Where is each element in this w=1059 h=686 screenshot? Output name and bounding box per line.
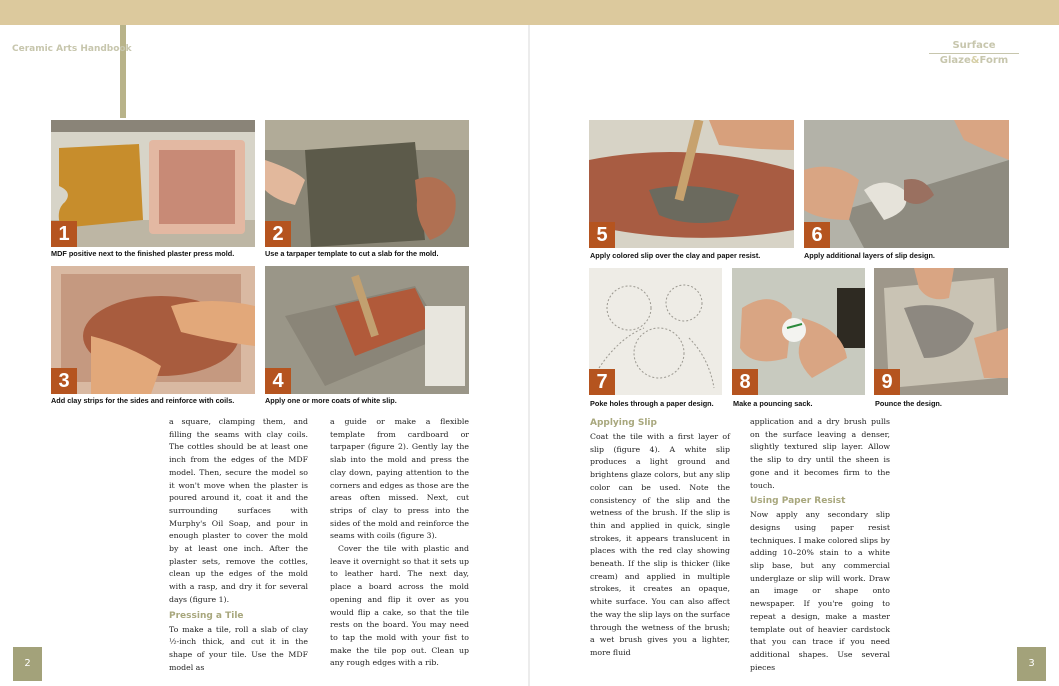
figure-1-number: 1 <box>51 221 77 247</box>
figure-1-caption: MDF positive next to the finished plaster press mold. <box>51 249 235 258</box>
figure-4-caption: Apply one or more coats of white slip. <box>265 396 397 405</box>
figure-7-caption: Poke holes through a paper design. <box>590 399 714 408</box>
figure-5-photo <box>589 120 794 248</box>
figure-6-photo <box>804 120 1009 248</box>
figure-9-number: 9 <box>874 369 900 395</box>
running-title-right-line1: Surface <box>929 39 1019 54</box>
left-spine-bar <box>120 25 126 118</box>
column-2-paragraph-2: Cover the tile with plastic and leave it overnight so that it sets up to leather hard. The next day, place a board across the mold opening and flip it over as you would flip a cake, so that the tile rests on the board. You may need to tap the mold with your fist to make the tile pop out. Clean up any rough edges with a rib. <box>330 544 469 668</box>
running-title-glaze: Glaze <box>939 55 971 66</box>
slip-layers-photo <box>804 120 1009 248</box>
heading-applying-slip: Applying Slip <box>590 418 657 428</box>
running-title-right-line2 <box>929 54 1019 68</box>
clay-strips-photo <box>51 266 255 394</box>
top-color-bar <box>0 0 1059 25</box>
figure-6-caption: Apply additional layers of slip design. <box>804 251 935 260</box>
figure-5-number: 5 <box>589 222 615 248</box>
text-column-1 <box>169 416 308 674</box>
figure-8-caption: Make a pouncing sack. <box>733 399 813 408</box>
figure-2-caption: Use a tarpaper template to cut a slab for the mold. <box>265 249 439 258</box>
figure-8-photo <box>732 268 865 395</box>
figure-2-photo <box>265 120 469 247</box>
column-2-paragraph-1: a guide or make a flexible template from cardboard or tarpaper (figure 2). Gently lay the slab into the mold and press the clay down, paying attention to the corners and edges as those are the areas often missed. Next, cut strips of clay to press into the sides of the mold and reinforce the seams with coils (figure 3). <box>330 417 469 541</box>
column-1-paragraph-1: a square, clamping them, and filling the seams with clay coils. The cottles should be at least one inch from the edges of the MDF model. Then, secure the model so it won't move when the plaster is poured around it, coat it and the surrounding surfaces with Murphy's Oil Soap, and pour in enough plaster to cover the mold by at least one inch. After the plaster sets, remove the cottles, clean up the edges of the mold with a rasp, and dry it for several days (figure 1). <box>169 417 308 604</box>
figure-3-caption: Add clay strips for the sides and reinforce with coils. <box>51 396 235 405</box>
text-column-4 <box>750 416 890 674</box>
figure-4-number: 4 <box>265 368 291 394</box>
text-column-2 <box>330 416 469 670</box>
figure-1-photo <box>51 120 255 247</box>
running-title-right <box>929 39 1019 68</box>
figure-2-number: 2 <box>265 221 291 247</box>
colored-slip-photo <box>589 120 794 248</box>
white-slip-photo <box>265 266 469 394</box>
running-title-left: Ceramic Arts Handbook <box>12 44 132 54</box>
column-3-paragraph-1: Coat the tile with a first layer of slip (figure 4). A white slip produces a light ground and brightens glaze colors, but any slip color can be used. Note the consistency of the slip and the wetness of the brush. If the slip is thin and applied in quick, single strokes, it appears translucent in places with the red clay showing beneath. If the slip is thicker (like cream) and applied in multiple strokes, it creates an opaque, white surface. You can also affect the way the slip lays on the surface through the wetness of the brush; a wet brush gives you a lighter, more fluid <box>590 432 730 657</box>
column-1-paragraph-2: To make a tile, roll a slab of clay ½-inch thick, and cut it in the shape of your tile. Use the MDF model as <box>169 624 308 672</box>
figure-3-photo <box>51 266 255 394</box>
tarpaper-slab-photo <box>265 120 469 247</box>
figure-9-caption: Pounce the design. <box>875 399 942 408</box>
heading-pressing-a-tile: Pressing a Tile <box>169 610 244 621</box>
figure-4-photo <box>265 266 469 394</box>
figure-8-number: 8 <box>732 369 758 395</box>
heading-using-paper-resist: Using Paper Resist <box>750 496 846 507</box>
figure-7-photo <box>589 268 722 395</box>
running-title-form: Form <box>979 55 1009 66</box>
figure-9-photo <box>874 268 1008 395</box>
plaster-mold-photo <box>51 120 255 247</box>
figure-3-number: 3 <box>51 368 77 394</box>
figure-6-number: 6 <box>804 222 830 248</box>
page-gutter <box>528 25 530 686</box>
page-number-right: 3 <box>1017 647 1046 681</box>
column-4-paragraph-1: application and a dry brush pulls on the surface leaving a denser, slightly textured slip layer. Allow the slip to dry until the sheen is gone and it becomes firm to the touch. <box>750 417 890 490</box>
running-title-amp: & <box>970 55 980 66</box>
figure-7-number: 7 <box>589 369 615 395</box>
column-4-paragraph-2: Now apply any secondary slip designs using paper resist techniques. I make colored slips by adding 10–20% stain to a white slip base, but any commercial underglaze or slip will work. Draw an image or shape onto newspaper. If you're going to repeat a design, make a master template out of heavier cardstock that you can trace if you need additional shapes. Use several pieces <box>750 510 890 672</box>
text-column-3 <box>590 417 730 660</box>
figure-5-caption: Apply colored slip over the clay and paper resist. <box>590 251 761 260</box>
page-number-left: 2 <box>13 647 42 681</box>
